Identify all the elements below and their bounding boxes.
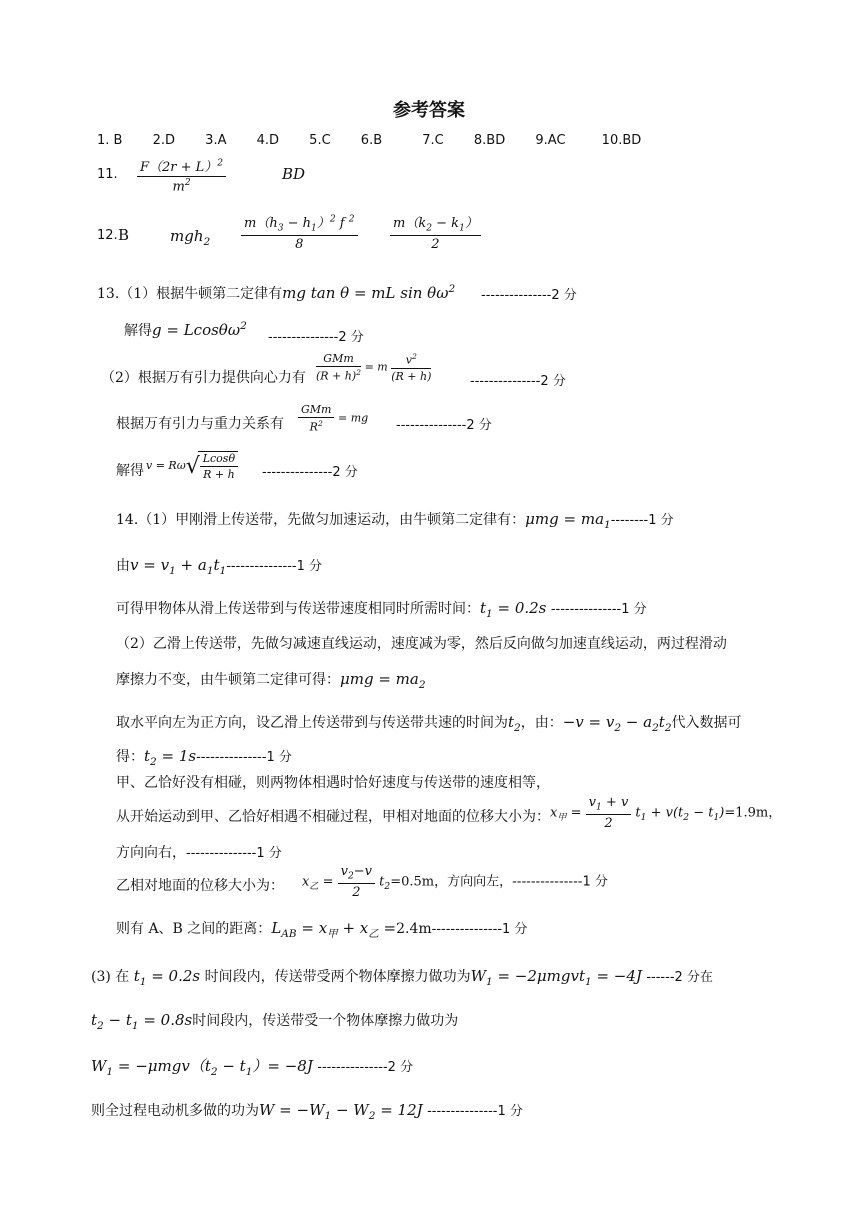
q13-line-1	[97, 283, 455, 303]
q13-score-3: ---------------2 分	[470, 374, 566, 389]
q14-text-11: 乙相对地面的位移大小为：	[116, 878, 284, 894]
answer-1: 1. B	[97, 133, 123, 148]
q14-text-6c: 代入数据可	[671, 715, 742, 731]
q14-formula-9: $x_甲$ = $\frac{v_1 + v}{2}$ $t_1 + v(t_2 - t_1)=1.9m$，	[550, 795, 782, 831]
q14-3-line-3	[91, 1055, 413, 1078]
q14-text-6a: 取水平向左为正方向，设乙滑上传送带到与传送带共速的时间为	[116, 715, 508, 731]
q14-formula-1: $\mu mg = ma_1$	[525, 510, 611, 531]
choice-answers	[97, 133, 667, 148]
q14-line-3	[116, 598, 647, 620]
q14-text-6b: ，由：	[520, 715, 563, 731]
q14-value-11: =0.5m，方向向左，	[390, 874, 513, 890]
q14-text-9: 从开始运动到甲、乙恰好相遇不相碰过程，甲相对地面的位移大小为：	[116, 809, 550, 825]
q13-line-3	[101, 367, 306, 387]
q14-var-t2: $t_2$	[508, 713, 521, 734]
answer-8: 8.BD	[473, 133, 506, 148]
q14-formula-6: $-v = v_2 - a_2t_2$	[562, 713, 672, 734]
q13-line-5	[116, 460, 144, 480]
answer-6: 6.B	[360, 133, 383, 148]
answer-5: 5.C	[309, 133, 331, 148]
answer-9: 9.AC	[535, 133, 566, 148]
q14-3-line-2	[91, 1010, 458, 1032]
q14-line-9	[116, 806, 550, 826]
answer-3: 3.A	[205, 133, 227, 148]
q14-score-7: ---------------1 分	[196, 750, 292, 765]
q11-choice: BD	[282, 165, 306, 183]
q14-3-text-4: 则全过程电动机多做的功为	[91, 1103, 259, 1119]
q13-score-5: ---------------2 分	[262, 465, 358, 480]
q12-formula-2: $\frac{m(h_3 - h_1)^2 f ^2}{8}$	[241, 212, 358, 252]
q14-line-5	[116, 669, 426, 691]
q13-text-2: 解得	[124, 323, 152, 339]
q14-3-formula-1b: $W_1$ = −2μmgvt$_1$ = −4J	[470, 967, 642, 988]
q13-score-1: ---------------2 分	[481, 288, 577, 303]
q14-line-6	[116, 712, 742, 734]
answer-4: 4.D	[256, 133, 280, 148]
q14-formula-5: $\mu mg = ma_2$	[340, 670, 426, 691]
q14-3-line-1	[91, 966, 713, 988]
q14-3-text-1a: (3) 在	[91, 969, 130, 985]
q13-line-2	[124, 320, 247, 340]
q14-value-12: 2.4m	[396, 921, 432, 937]
answer-2: 2.D	[152, 133, 176, 148]
q12-formula-1: mgh$_2$	[170, 227, 211, 248]
q14-3-score-1: ------2 分在	[646, 970, 713, 985]
q11-formula: $\frac{F(2r + L)^2}{m^2}$	[137, 156, 226, 194]
q14-line-1	[116, 509, 674, 531]
q14-text-7: 得：	[116, 749, 144, 765]
q14-3-formula-2: $t_2 - t_1 = 0.8s$	[91, 1011, 193, 1032]
q14-score-11: ---------------1 分	[512, 874, 608, 890]
q14-line-7	[116, 746, 292, 768]
q13-line-4	[116, 413, 284, 433]
q14-line-11	[116, 875, 284, 895]
q13-text-1: 13.（1）根据牛顿第二定律有	[97, 286, 283, 302]
q14-text-12: 则有 A、B 之间的距离：	[116, 921, 272, 937]
q14-3-line-4	[91, 1100, 523, 1122]
q14-3-formula-4: $W = -W_1 - W_2 = 12J$	[259, 1101, 423, 1122]
q13-formula-2: g = Lcosθω$^2$	[152, 320, 247, 339]
q13-text-3: （2）根据万有引力提供向心力有	[101, 370, 306, 386]
q14-formula-3: $t_1 = 0.2s$	[480, 599, 547, 620]
q13-formula-5: v = Rω√ $\frac{Lcos\theta}{R + h}$	[146, 451, 238, 481]
q14-3-formula-1a: $t_1 = 0.2s$	[133, 967, 201, 988]
q13-score-4: ---------------2 分	[396, 418, 492, 433]
q14-line-10	[116, 842, 282, 862]
q14-text-1: 14.（1）甲刚滑上传送带，先做匀加速运动，由牛顿第二定律有：	[116, 512, 526, 528]
q13-formula-4: GMm $R^2$ = mg	[298, 403, 368, 434]
q13-formula-3: GMm $(R + h)^2$ = m $\frac{v^2}{(R + h)}$	[316, 352, 432, 383]
q14-line-2	[116, 555, 322, 577]
q14-score-1: --------1 分	[610, 513, 674, 528]
q14-text-2: 由	[116, 558, 130, 574]
q14-3-score-4: ---------------1 分	[427, 1104, 523, 1119]
q12-formula-3: $\frac{m(k_2 - k_1)}{2}$	[390, 212, 481, 252]
q14-score-12: ---------------1 分	[431, 922, 528, 937]
q13-formula-1: mg tan θ = mL $\sin \theta\omega^2$	[282, 283, 456, 302]
q14-score-2: ---------------1 分	[226, 559, 322, 574]
q14-value-9: =1.9m，	[724, 805, 782, 821]
answer-7: 7.C	[422, 133, 444, 148]
q14-text-3: 可得甲物体从滑上传送带到与传送带速度相同时所需时间：	[116, 601, 480, 617]
q14-line-12	[116, 918, 527, 941]
q14-score-3: ---------------1 分	[550, 602, 647, 617]
answer-10: 10.BD	[601, 133, 642, 148]
q14-3-score-3: ---------------2 分	[317, 1060, 414, 1075]
q13-text-5: 解得	[116, 463, 144, 479]
q14-text-10: 方向向右，	[116, 845, 186, 861]
q14-3-formula-3: $W_1 = -\mu mgv(t_2 - t_1)= -8J$	[91, 1057, 313, 1078]
page-title: 参考答案	[393, 100, 465, 121]
q14-formula-12: $L_{AB} = x_甲 + x_乙$ =	[271, 919, 397, 940]
q11-number: 11.	[97, 167, 118, 182]
q14-formula-2: $v = v_1 + a_1t_1$	[130, 556, 227, 577]
q14-formula-11: $x_乙$ = $\frac{v_2-v}{2}$ $t_2=0.5m$，方向向左，---------------1 分	[302, 864, 608, 900]
q14-formula-7: $t_2 = 1s$	[144, 747, 197, 768]
q14-line-8: 甲、乙恰好没有相碰，则两物体相遇时恰好速度与传送带的速度相等，	[116, 775, 550, 791]
q13-score-2: ---------------2 分	[268, 330, 364, 345]
q12-number: 12.	[97, 228, 118, 243]
q14-score-10: ---------------1 分	[186, 846, 282, 861]
q14-line-4: （2）乙滑上传送带，先做匀减速直线运动，速度减为零，然后反向做匀加速直线运动，两过程滑动	[116, 636, 727, 652]
q14-3-text-1b: 时间段内，传送带受两个物体摩擦力做功为	[204, 969, 471, 985]
q12-choice: B	[118, 226, 130, 244]
q13-text-4: 根据万有引力与重力关系有	[116, 416, 284, 432]
q14-text-5: 摩擦力不变，由牛顿第二定律可得：	[116, 672, 340, 688]
q14-3-text-2: 时间段内，传送带受一个物体摩擦力做功为	[192, 1013, 459, 1029]
